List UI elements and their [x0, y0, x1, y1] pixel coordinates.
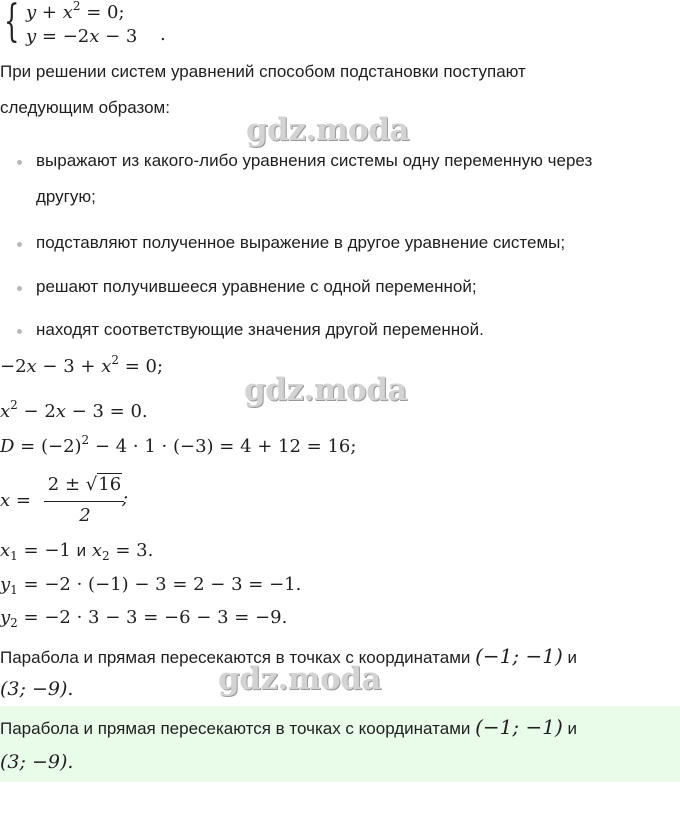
answer-text: Парабола и прямая пересекаются в точках с координатами [0, 719, 471, 738]
sqrt-radicand: 16 [98, 474, 122, 495]
intro-line-2: следующим образом: [0, 98, 170, 117]
answer-box [0, 706, 680, 782]
conclusion-point-1: (−1; −1) [475, 644, 563, 668]
bullet-icon [17, 329, 22, 334]
bullet-icon [17, 242, 22, 247]
equation-x-roots: $x_1 = -1$ и $x_2 = 3$. [0, 540, 154, 563]
roots-formula-numerator: 2 ± √16 [47, 474, 122, 495]
system-brace: { [4, 0, 20, 47]
list-item-2: подставляют полученное выражение в другое уравнение системы; [36, 233, 566, 252]
bullet-icon [17, 160, 22, 165]
answer-line-1 [0, 716, 577, 740]
answer-conj: и [567, 719, 578, 738]
list-item-4: находят соответствующие значения другой переменной. [36, 320, 484, 339]
roots-formula-denominator: 2 [79, 505, 91, 526]
roots-formula-lhs: x = [0, 490, 31, 511]
bullet-icon [17, 286, 22, 291]
list-item-3: решают получившееся уравнение с одной переменной; [36, 277, 477, 296]
watermark-1: gdz.moda [246, 112, 409, 148]
equation-system [4, 0, 204, 48]
watermark-3: gdz.moda [218, 661, 381, 697]
answer-point-2: (3; −9). [0, 751, 74, 773]
system-equation-2: y = −2x − 3 [26, 26, 138, 47]
equation-quadratic: $x^2 - 2x - 3 = 0$. [0, 398, 148, 422]
fraction-bar [44, 501, 124, 502]
equation-discriminant: $D = (-2)^2 - 4 \cdot 1 \cdot (-3) = 4 + 12 = 16$; [0, 433, 357, 457]
system-equation-1: $y + x^2 = 0$; [26, 0, 125, 23]
conclusion-text: Парабола и прямая пересекаются в точках с координатами [0, 648, 471, 667]
list-item-1-line-2: другую; [36, 187, 96, 206]
answer-point-1: (−1; −1) [475, 715, 563, 739]
equation-y2: $y_2 = -2 \cdot 3 - 3 = -6 - 3 = -9$. [0, 607, 288, 630]
conclusion-point-2: (3; −9). [0, 678, 74, 700]
system-end: . [160, 24, 166, 45]
roots-formula [0, 474, 200, 530]
equation-y1: $y_1 = -2 \cdot (-1) - 3 = 2 - 3 = -1$. [0, 574, 302, 597]
watermark-2: gdz.moda [244, 372, 407, 408]
conclusion-conj: и [567, 648, 578, 667]
intro-line-1: При решении систем уравнений способом подстановки поступают [0, 62, 526, 81]
list-item-1-line-1: выражают из какого-либо уравнения системы одну переменную через [36, 151, 593, 170]
roots-formula-end: ; [122, 488, 129, 509]
equation-substitution: $-2x - 3 + x^2 = 0$; [0, 353, 164, 377]
